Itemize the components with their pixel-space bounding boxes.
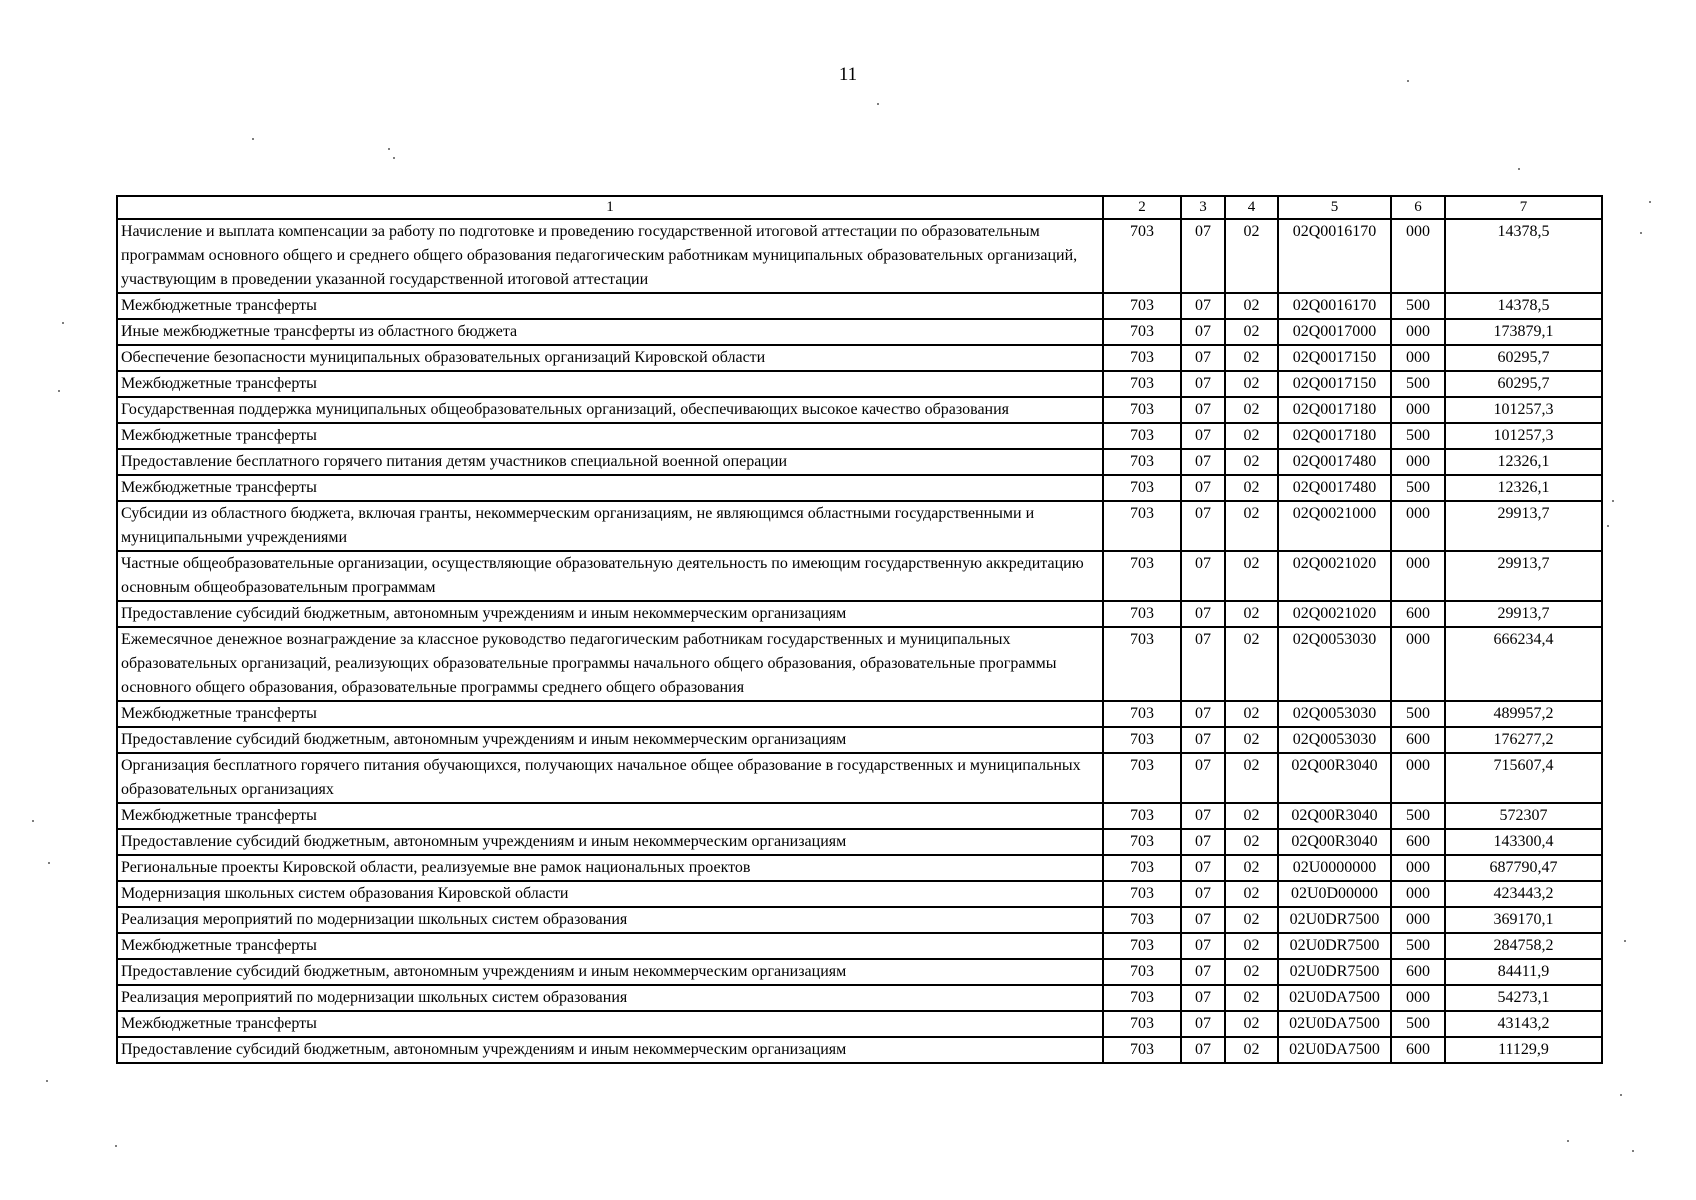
row-code-3-cell: 07 xyxy=(1181,727,1225,753)
row-code-6-cell: 600 xyxy=(1391,727,1445,753)
row-description-cell: Реализация мероприятий по модернизации школьных систем образования xyxy=(117,985,1103,1011)
row-code-4-cell: 02 xyxy=(1225,627,1278,701)
row-description-cell: Ежемесячное денежное вознаграждение за классное руководство педагогическим работникам государственных и муниципальных образовательных организаций, реализующих образовательные программы начального общего образования, образовательные программы основного общего образования, образовательные программы среднего общего образования xyxy=(117,627,1103,701)
row-code-4-cell: 02 xyxy=(1225,985,1278,1011)
row-code-2-cell: 703 xyxy=(1103,397,1181,423)
row-amount-cell: 12326,1 xyxy=(1445,475,1602,501)
header-cell: 4 xyxy=(1225,196,1278,219)
row-amount-cell: 489957,2 xyxy=(1445,701,1602,727)
row-code-3-cell: 07 xyxy=(1181,855,1225,881)
row-amount-cell: 101257,3 xyxy=(1445,423,1602,449)
row-amount-cell: 101257,3 xyxy=(1445,397,1602,423)
table-row xyxy=(117,293,1602,319)
row-description-cell: Предоставление субсидий бюджетным, автономным учреждениям и иным некоммерческим организациям xyxy=(117,959,1103,985)
row-code-4-cell: 02 xyxy=(1225,803,1278,829)
row-amount-cell: 715607,4 xyxy=(1445,753,1602,803)
row-code-4-cell: 02 xyxy=(1225,907,1278,933)
header-cell: 1 xyxy=(117,196,1103,219)
row-code-5-cell: 02U0DR7500 xyxy=(1278,933,1391,959)
row-code-2-cell: 703 xyxy=(1103,855,1181,881)
row-code-2-cell: 703 xyxy=(1103,293,1181,319)
row-code-4-cell: 02 xyxy=(1225,345,1278,371)
row-code-6-cell: 600 xyxy=(1391,959,1445,985)
table-row xyxy=(117,855,1602,881)
row-code-5-cell: 02Q0053030 xyxy=(1278,727,1391,753)
row-code-6-cell: 000 xyxy=(1391,449,1445,475)
row-code-4-cell: 02 xyxy=(1225,855,1278,881)
row-code-6-cell: 000 xyxy=(1391,985,1445,1011)
row-code-6-cell: 500 xyxy=(1391,293,1445,319)
row-amount-cell: 14378,5 xyxy=(1445,219,1602,293)
row-description-cell: Межбюджетные трансферты xyxy=(117,423,1103,449)
row-code-2-cell: 703 xyxy=(1103,501,1181,551)
row-code-6-cell: 000 xyxy=(1391,501,1445,551)
row-code-4-cell: 02 xyxy=(1225,829,1278,855)
table-row xyxy=(117,933,1602,959)
row-code-2-cell: 703 xyxy=(1103,959,1181,985)
budget-table xyxy=(116,195,1603,1064)
row-code-5-cell: 02Q0021000 xyxy=(1278,501,1391,551)
row-code-3-cell: 07 xyxy=(1181,985,1225,1011)
row-amount-cell: 60295,7 xyxy=(1445,371,1602,397)
table-row xyxy=(117,397,1602,423)
row-description-cell: Межбюджетные трансферты xyxy=(117,701,1103,727)
row-code-2-cell: 703 xyxy=(1103,803,1181,829)
row-description-cell: Частные общеобразовательные организации, осуществляющие образовательную деятельность по имеющим государственную аккредитацию основным общеобразовательным программам xyxy=(117,551,1103,601)
table-row xyxy=(117,551,1602,601)
row-code-2-cell: 703 xyxy=(1103,829,1181,855)
row-code-4-cell: 02 xyxy=(1225,727,1278,753)
row-code-3-cell: 07 xyxy=(1181,627,1225,701)
row-code-6-cell: 500 xyxy=(1391,423,1445,449)
row-code-3-cell: 07 xyxy=(1181,423,1225,449)
row-amount-cell: 29913,7 xyxy=(1445,551,1602,601)
row-code-2-cell: 703 xyxy=(1103,345,1181,371)
table-row xyxy=(117,627,1602,701)
row-code-3-cell: 07 xyxy=(1181,1011,1225,1037)
row-code-4-cell: 02 xyxy=(1225,753,1278,803)
row-code-4-cell: 02 xyxy=(1225,449,1278,475)
row-code-2-cell: 703 xyxy=(1103,627,1181,701)
row-code-6-cell: 500 xyxy=(1391,701,1445,727)
row-code-6-cell: 000 xyxy=(1391,753,1445,803)
table-row xyxy=(117,319,1602,345)
row-amount-cell: 176277,2 xyxy=(1445,727,1602,753)
row-amount-cell: 54273,1 xyxy=(1445,985,1602,1011)
row-amount-cell: 423443,2 xyxy=(1445,881,1602,907)
table-row xyxy=(117,959,1602,985)
row-description-cell: Начисление и выплата компенсации за работу по подготовке и проведению государственной итоговой аттестации по образовательным программам основного общего и среднего общего образования педагогическим работникам муниципальных образовательных организаций, участвующим в проведении указанной государственной итоговой аттестации xyxy=(117,219,1103,293)
row-description-cell: Модернизация школьных систем образования Кировской области xyxy=(117,881,1103,907)
table-row xyxy=(117,753,1602,803)
table-row xyxy=(117,1011,1602,1037)
row-description-cell: Обеспечение безопасности муниципальных образовательных организаций Кировской области xyxy=(117,345,1103,371)
row-amount-cell: 12326,1 xyxy=(1445,449,1602,475)
row-code-3-cell: 07 xyxy=(1181,959,1225,985)
row-code-3-cell: 07 xyxy=(1181,475,1225,501)
row-code-5-cell: 02Q0017150 xyxy=(1278,371,1391,397)
row-amount-cell: 84411,9 xyxy=(1445,959,1602,985)
row-description-cell: Реализация мероприятий по модернизации школьных систем образования xyxy=(117,907,1103,933)
row-description-cell: Межбюджетные трансферты xyxy=(117,371,1103,397)
row-amount-cell: 29913,7 xyxy=(1445,601,1602,627)
header-row xyxy=(117,196,1602,219)
row-code-3-cell: 07 xyxy=(1181,371,1225,397)
row-code-4-cell: 02 xyxy=(1225,1011,1278,1037)
row-code-6-cell: 000 xyxy=(1391,319,1445,345)
row-code-5-cell: 02Q0017180 xyxy=(1278,397,1391,423)
row-code-6-cell: 500 xyxy=(1391,475,1445,501)
row-code-4-cell: 02 xyxy=(1225,881,1278,907)
row-description-cell: Организация бесплатного горячего питания обучающихся, получающих начальное общее образование в государственных и муниципальных образовательных организациях xyxy=(117,753,1103,803)
row-code-4-cell: 02 xyxy=(1225,397,1278,423)
row-code-3-cell: 07 xyxy=(1181,803,1225,829)
row-code-3-cell: 07 xyxy=(1181,345,1225,371)
row-code-2-cell: 703 xyxy=(1103,701,1181,727)
row-amount-cell: 666234,4 xyxy=(1445,627,1602,701)
row-code-4-cell: 02 xyxy=(1225,319,1278,345)
row-code-2-cell: 703 xyxy=(1103,475,1181,501)
row-code-5-cell: 02Q0053030 xyxy=(1278,627,1391,701)
row-description-cell: Предоставление субсидий бюджетным, автономным учреждениям и иным некоммерческим организациям xyxy=(117,1037,1103,1063)
header-cell: 7 xyxy=(1445,196,1602,219)
row-code-6-cell: 000 xyxy=(1391,551,1445,601)
row-code-6-cell: 000 xyxy=(1391,345,1445,371)
row-code-5-cell: 02Q0017480 xyxy=(1278,449,1391,475)
row-description-cell: Предоставление субсидий бюджетным, автономным учреждениям и иным некоммерческим организациям xyxy=(117,727,1103,753)
row-code-3-cell: 07 xyxy=(1181,933,1225,959)
row-code-3-cell: 07 xyxy=(1181,551,1225,601)
row-code-6-cell: 500 xyxy=(1391,1011,1445,1037)
header-cell: 3 xyxy=(1181,196,1225,219)
row-code-2-cell: 703 xyxy=(1103,423,1181,449)
row-code-3-cell: 07 xyxy=(1181,753,1225,803)
row-code-6-cell: 600 xyxy=(1391,829,1445,855)
row-code-4-cell: 02 xyxy=(1225,551,1278,601)
row-amount-cell: 60295,7 xyxy=(1445,345,1602,371)
row-code-3-cell: 07 xyxy=(1181,701,1225,727)
row-code-2-cell: 703 xyxy=(1103,753,1181,803)
row-code-4-cell: 02 xyxy=(1225,959,1278,985)
row-description-cell: Межбюджетные трансферты xyxy=(117,293,1103,319)
row-code-5-cell: 02U0DA7500 xyxy=(1278,1011,1391,1037)
table-row xyxy=(117,727,1602,753)
row-code-2-cell: 703 xyxy=(1103,1011,1181,1037)
row-code-6-cell: 600 xyxy=(1391,1037,1445,1063)
row-description-cell: Предоставление субсидий бюджетным, автономным учреждениям и иным некоммерческим организациям xyxy=(117,601,1103,627)
row-code-6-cell: 000 xyxy=(1391,907,1445,933)
row-code-5-cell: 02Q0021020 xyxy=(1278,601,1391,627)
row-code-2-cell: 703 xyxy=(1103,881,1181,907)
row-code-4-cell: 02 xyxy=(1225,701,1278,727)
row-amount-cell: 284758,2 xyxy=(1445,933,1602,959)
row-code-2-cell: 703 xyxy=(1103,601,1181,627)
row-code-5-cell: 02U0DA7500 xyxy=(1278,1037,1391,1063)
row-code-5-cell: 02U0DA7500 xyxy=(1278,985,1391,1011)
table-row xyxy=(117,449,1602,475)
row-description-cell: Межбюджетные трансферты xyxy=(117,803,1103,829)
table-row xyxy=(117,803,1602,829)
row-code-5-cell: 02Q0053030 xyxy=(1278,701,1391,727)
row-code-3-cell: 07 xyxy=(1181,829,1225,855)
row-description-cell: Межбюджетные трансферты xyxy=(117,1011,1103,1037)
table-row xyxy=(117,829,1602,855)
row-code-2-cell: 703 xyxy=(1103,551,1181,601)
row-amount-cell: 173879,1 xyxy=(1445,319,1602,345)
row-description-cell: Межбюджетные трансферты xyxy=(117,933,1103,959)
table-row xyxy=(117,501,1602,551)
row-code-5-cell: 02Q00R3040 xyxy=(1278,829,1391,855)
row-code-5-cell: 02Q0021020 xyxy=(1278,551,1391,601)
table-row xyxy=(117,423,1602,449)
header-cell: 2 xyxy=(1103,196,1181,219)
row-code-3-cell: 07 xyxy=(1181,881,1225,907)
row-amount-cell: 11129,9 xyxy=(1445,1037,1602,1063)
page-number: 11 xyxy=(838,64,858,85)
row-description-cell: Межбюджетные трансферты xyxy=(117,475,1103,501)
row-code-6-cell: 000 xyxy=(1391,219,1445,293)
table-row xyxy=(117,371,1602,397)
row-code-2-cell: 703 xyxy=(1103,727,1181,753)
row-code-4-cell: 02 xyxy=(1225,475,1278,501)
row-amount-cell: 29913,7 xyxy=(1445,501,1602,551)
row-code-5-cell: 02U0D00000 xyxy=(1278,881,1391,907)
row-code-6-cell: 000 xyxy=(1391,627,1445,701)
row-code-3-cell: 07 xyxy=(1181,1037,1225,1063)
row-code-4-cell: 02 xyxy=(1225,219,1278,293)
row-description-cell: Государственная поддержка муниципальных общеобразовательных организаций, обеспечивающих высокое качество образования xyxy=(117,397,1103,423)
row-description-cell: Иные межбюджетные трансферты из областного бюджета xyxy=(117,319,1103,345)
row-code-5-cell: 02Q0017000 xyxy=(1278,319,1391,345)
row-amount-cell: 369170,1 xyxy=(1445,907,1602,933)
row-code-2-cell: 703 xyxy=(1103,219,1181,293)
row-description-cell: Региональные проекты Кировской области, реализуемые вне рамок национальных проектов xyxy=(117,855,1103,881)
row-code-6-cell: 000 xyxy=(1391,855,1445,881)
row-code-2-cell: 703 xyxy=(1103,1037,1181,1063)
row-code-5-cell: 02U0DR7500 xyxy=(1278,959,1391,985)
row-amount-cell: 572307 xyxy=(1445,803,1602,829)
table-row xyxy=(117,985,1602,1011)
table-row xyxy=(117,701,1602,727)
row-code-3-cell: 07 xyxy=(1181,293,1225,319)
row-code-3-cell: 07 xyxy=(1181,397,1225,423)
table-body xyxy=(117,219,1602,1063)
row-code-5-cell: 02Q0017180 xyxy=(1278,423,1391,449)
row-code-4-cell: 02 xyxy=(1225,423,1278,449)
row-code-5-cell: 02Q0017150 xyxy=(1278,345,1391,371)
header-cell: 5 xyxy=(1278,196,1391,219)
row-code-2-cell: 703 xyxy=(1103,907,1181,933)
header-cell: 6 xyxy=(1391,196,1445,219)
row-code-5-cell: 02U0000000 xyxy=(1278,855,1391,881)
row-code-6-cell: 500 xyxy=(1391,371,1445,397)
row-amount-cell: 143300,4 xyxy=(1445,829,1602,855)
row-code-2-cell: 703 xyxy=(1103,985,1181,1011)
table-row xyxy=(117,345,1602,371)
row-code-4-cell: 02 xyxy=(1225,601,1278,627)
row-code-6-cell: 600 xyxy=(1391,601,1445,627)
table-row xyxy=(117,475,1602,501)
row-code-5-cell: 02Q0016170 xyxy=(1278,293,1391,319)
table-row xyxy=(117,219,1602,293)
row-code-5-cell: 02Q00R3040 xyxy=(1278,753,1391,803)
row-code-2-cell: 703 xyxy=(1103,449,1181,475)
row-code-5-cell: 02U0DR7500 xyxy=(1278,907,1391,933)
row-code-5-cell: 02Q00R3040 xyxy=(1278,803,1391,829)
table-row xyxy=(117,601,1602,627)
row-description-cell: Предоставление бесплатного горячего питания детям участников специальной военной операции xyxy=(117,449,1103,475)
row-code-4-cell: 02 xyxy=(1225,371,1278,397)
row-code-4-cell: 02 xyxy=(1225,501,1278,551)
row-code-3-cell: 07 xyxy=(1181,601,1225,627)
row-code-3-cell: 07 xyxy=(1181,501,1225,551)
row-code-2-cell: 703 xyxy=(1103,933,1181,959)
row-amount-cell: 687790,47 xyxy=(1445,855,1602,881)
row-code-3-cell: 07 xyxy=(1181,907,1225,933)
row-code-6-cell: 000 xyxy=(1391,397,1445,423)
row-code-4-cell: 02 xyxy=(1225,933,1278,959)
row-code-5-cell: 02Q0016170 xyxy=(1278,219,1391,293)
table-row xyxy=(117,907,1602,933)
row-code-3-cell: 07 xyxy=(1181,219,1225,293)
row-code-6-cell: 500 xyxy=(1391,803,1445,829)
row-code-4-cell: 02 xyxy=(1225,293,1278,319)
row-description-cell: Субсидии из областного бюджета, включая гранты, некоммерческим организациям, не являющимся областными государственными и муниципальными учреждениями xyxy=(117,501,1103,551)
row-code-3-cell: 07 xyxy=(1181,449,1225,475)
row-description-cell: Предоставление субсидий бюджетным, автономным учреждениям и иным некоммерческим организациям xyxy=(117,829,1103,855)
row-code-6-cell: 000 xyxy=(1391,881,1445,907)
row-amount-cell: 43143,2 xyxy=(1445,1011,1602,1037)
row-code-2-cell: 703 xyxy=(1103,319,1181,345)
table-row xyxy=(117,881,1602,907)
row-code-3-cell: 07 xyxy=(1181,319,1225,345)
table-row xyxy=(117,1037,1602,1063)
row-code-2-cell: 703 xyxy=(1103,371,1181,397)
row-code-4-cell: 02 xyxy=(1225,1037,1278,1063)
row-code-5-cell: 02Q0017480 xyxy=(1278,475,1391,501)
row-amount-cell: 14378,5 xyxy=(1445,293,1602,319)
row-code-6-cell: 500 xyxy=(1391,933,1445,959)
